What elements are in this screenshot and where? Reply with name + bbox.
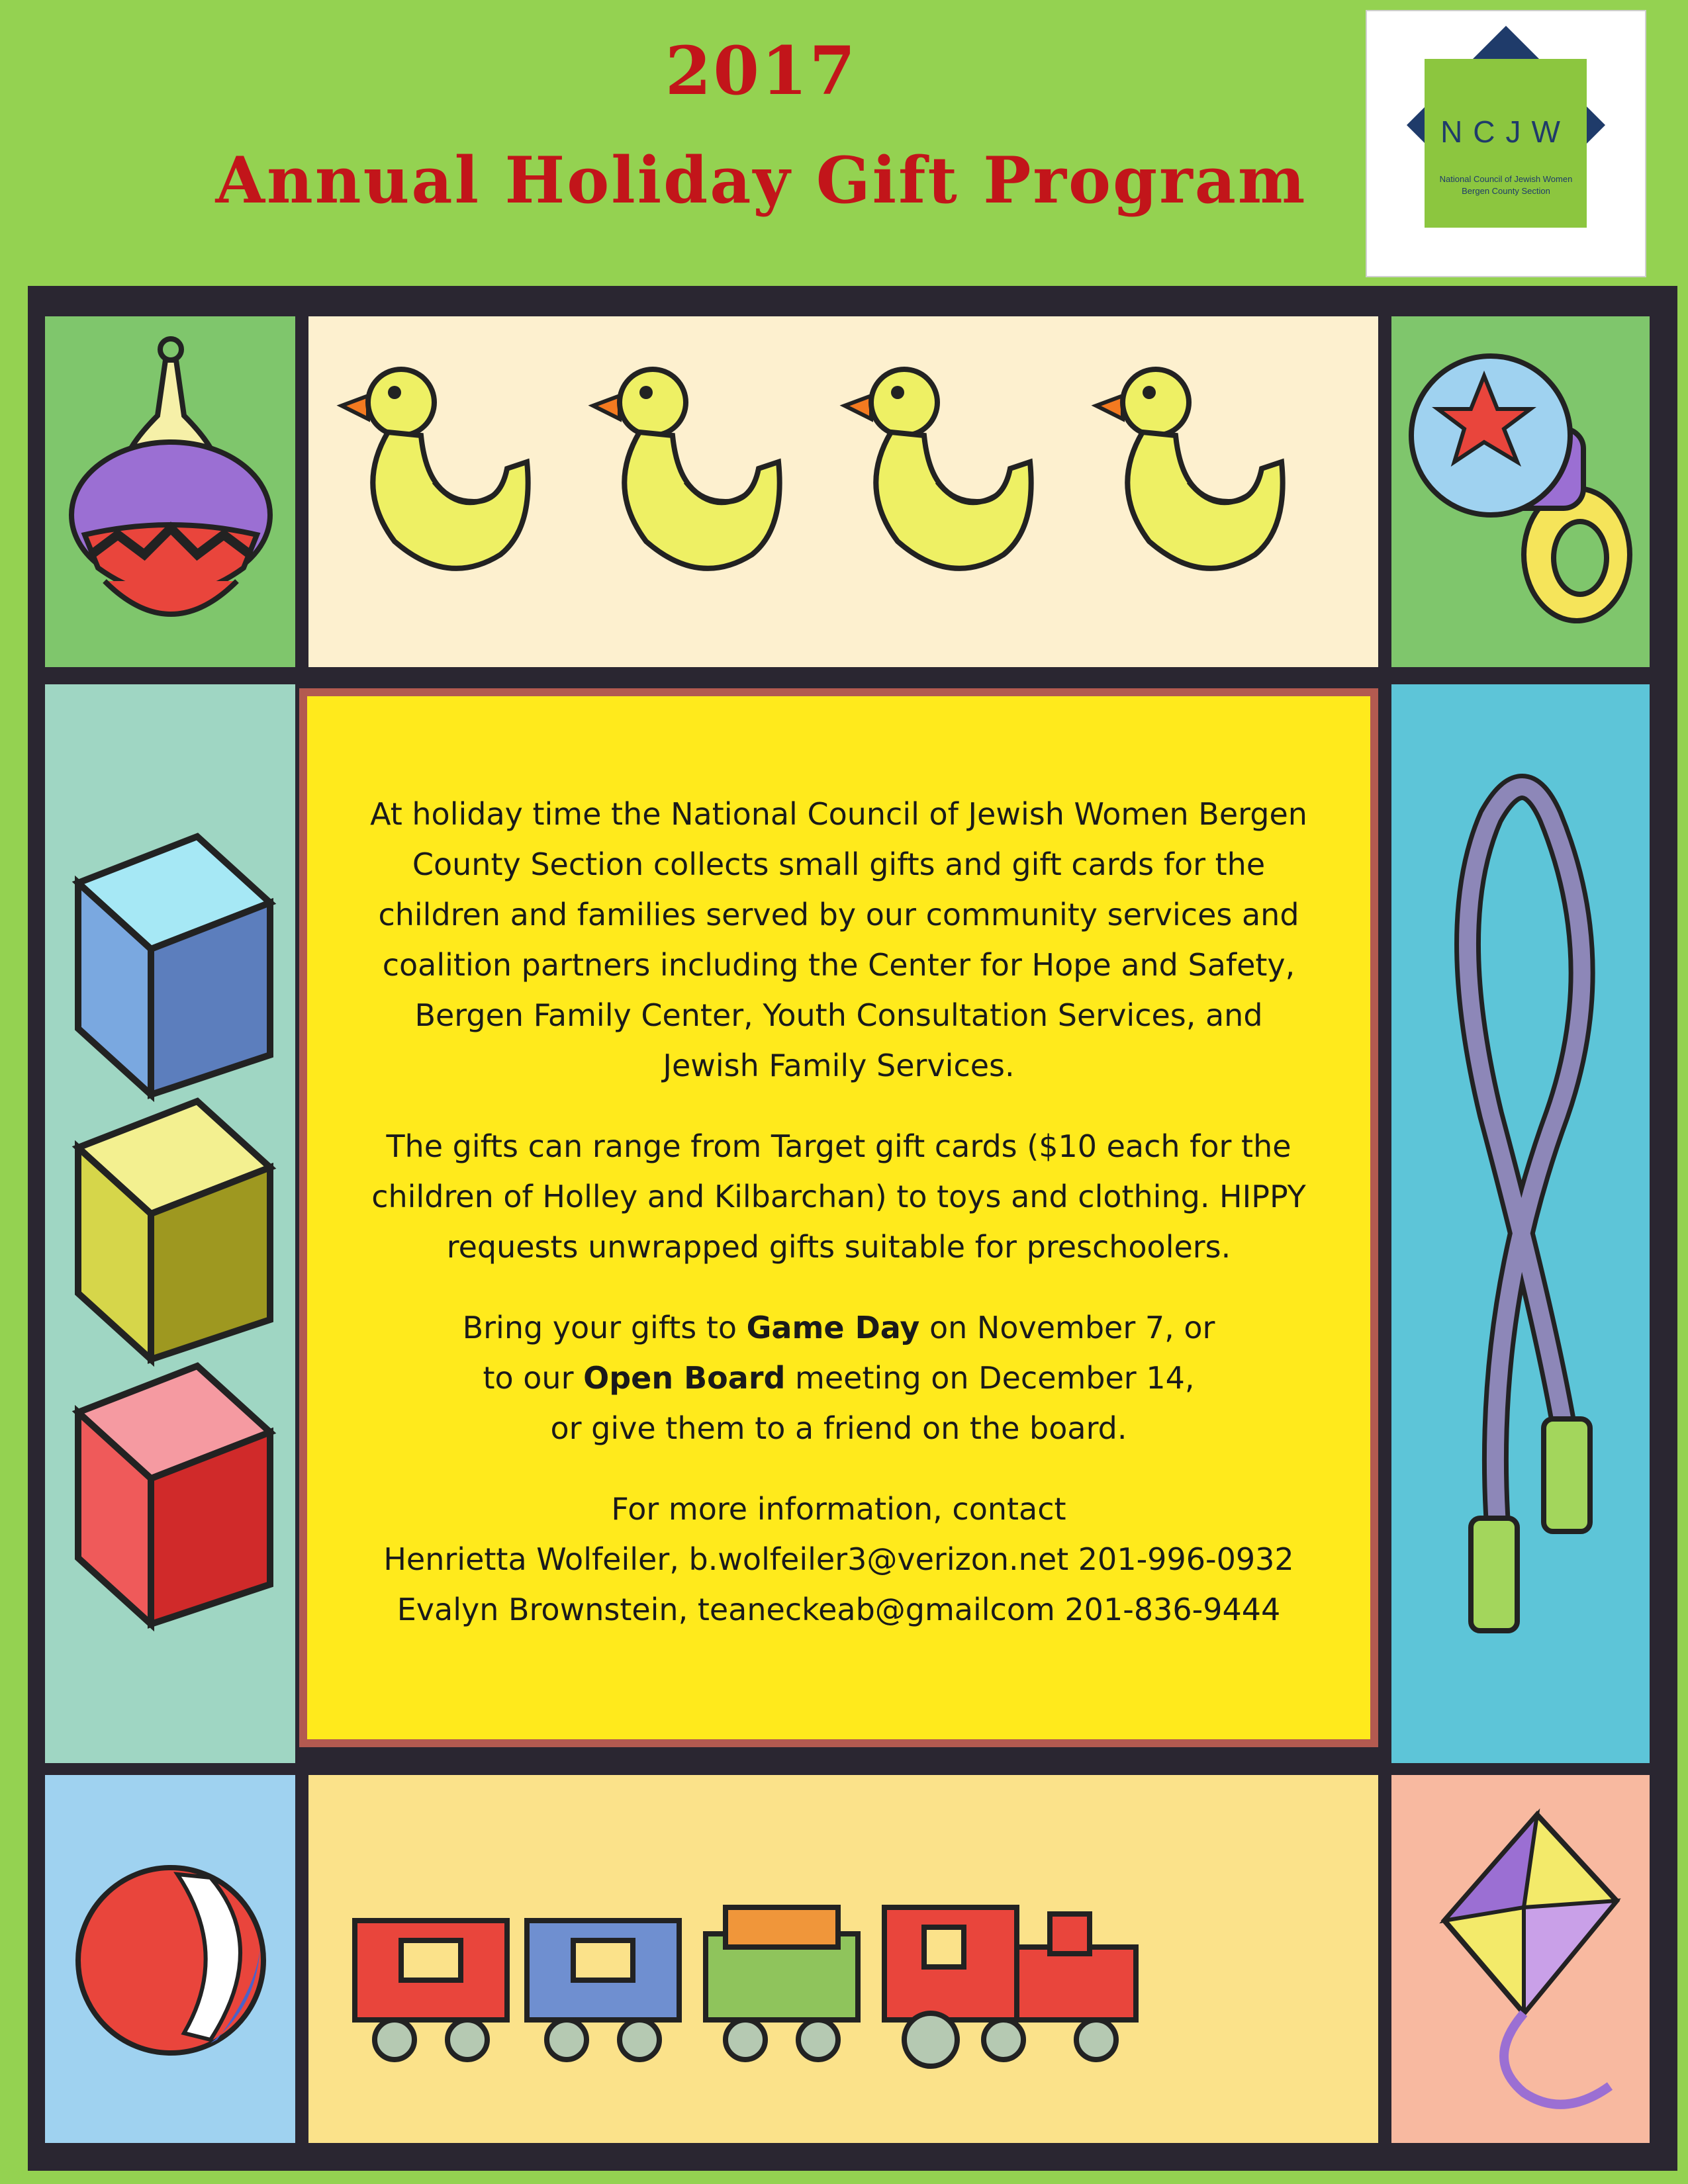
- toy-train-icon: [308, 1775, 1378, 2143]
- info-textbox: [299, 688, 1378, 1747]
- panel-bottom-middle: [308, 1775, 1378, 2143]
- open-board-label: Open Board: [583, 1360, 786, 1396]
- game-day-label: Game Day: [746, 1310, 920, 1345]
- year-heading: 2017: [665, 32, 858, 110]
- intro-line: County Section collects small gifts and gift cards for the: [412, 846, 1266, 882]
- panel-top-left: [45, 316, 295, 667]
- ducks-icon: [308, 316, 1378, 667]
- dropoff-text: to our: [483, 1360, 584, 1396]
- dropoff-line: or give them to a friend on the board.: [550, 1410, 1127, 1446]
- spinning-top-icon: [45, 316, 295, 667]
- gifts-line: children of Holley and Kilbarchan) to toys and clothing. HIPPY: [371, 1179, 1306, 1214]
- contact-heading: For more information, contact: [611, 1491, 1066, 1527]
- stacked-blocks-icon: [45, 684, 295, 1763]
- intro-line: At holiday time the National Council of Jewish Women Bergen: [370, 796, 1307, 832]
- ball-icon: [45, 1775, 295, 2143]
- page-title: Annual Holiday Gift Program: [215, 143, 1307, 218]
- panel-top-right: [1391, 316, 1650, 667]
- ncjw-logo: [1366, 10, 1646, 277]
- dropoff-paragraph: [307, 1302, 1370, 1453]
- panel-bottom-right: [1391, 1775, 1650, 2143]
- logo-subtitle: [1427, 173, 1585, 197]
- dropoff-line: [307, 1302, 1370, 1353]
- baby-rattle-icon: [1391, 316, 1650, 667]
- panel-top-middle: [308, 316, 1378, 667]
- jump-rope-icon: [1391, 684, 1650, 1763]
- kite-icon: [1391, 1775, 1650, 2143]
- intro-paragraph: [307, 789, 1370, 1091]
- dropoff-line: [307, 1353, 1370, 1403]
- contact-evalyn: Evalyn Brownstein, teaneckeab@gmailcom 201-836-9444: [397, 1592, 1281, 1627]
- logo-subtitle-line2: Bergen County Section: [1462, 186, 1550, 196]
- dropoff-text: meeting on December 14,: [785, 1360, 1195, 1396]
- panel-left-middle: [45, 684, 295, 1763]
- logo-subtitle-line1: National Council of Jewish Women: [1439, 174, 1573, 184]
- intro-line: children and families served by our community services and: [378, 897, 1299, 933]
- panel-bottom-left: [45, 1775, 295, 2143]
- dropoff-text: on November 7, or: [919, 1310, 1215, 1345]
- gifts-line: requests unwrapped gifts suitable for preschoolers.: [446, 1229, 1231, 1265]
- intro-line: Bergen Family Center, Youth Consultation Services, and: [414, 997, 1263, 1033]
- dropoff-text: Bring your gifts to: [462, 1310, 747, 1345]
- contact-henrietta: Henrietta Wolfeiler, b.wolfeiler3@verizon.net 201-996-0932: [383, 1541, 1294, 1577]
- gifts-line: The gifts can range from Target gift cards ($10 each for the: [386, 1128, 1291, 1164]
- panel-right-middle: [1391, 684, 1650, 1763]
- intro-line: Jewish Family Services.: [663, 1048, 1015, 1083]
- gifts-paragraph: [307, 1121, 1370, 1272]
- intro-line: coalition partners including the Center for Hope and Safety,: [382, 947, 1295, 983]
- logo-letters: NCJW: [1440, 114, 1571, 149]
- contact-paragraph: [307, 1484, 1370, 1635]
